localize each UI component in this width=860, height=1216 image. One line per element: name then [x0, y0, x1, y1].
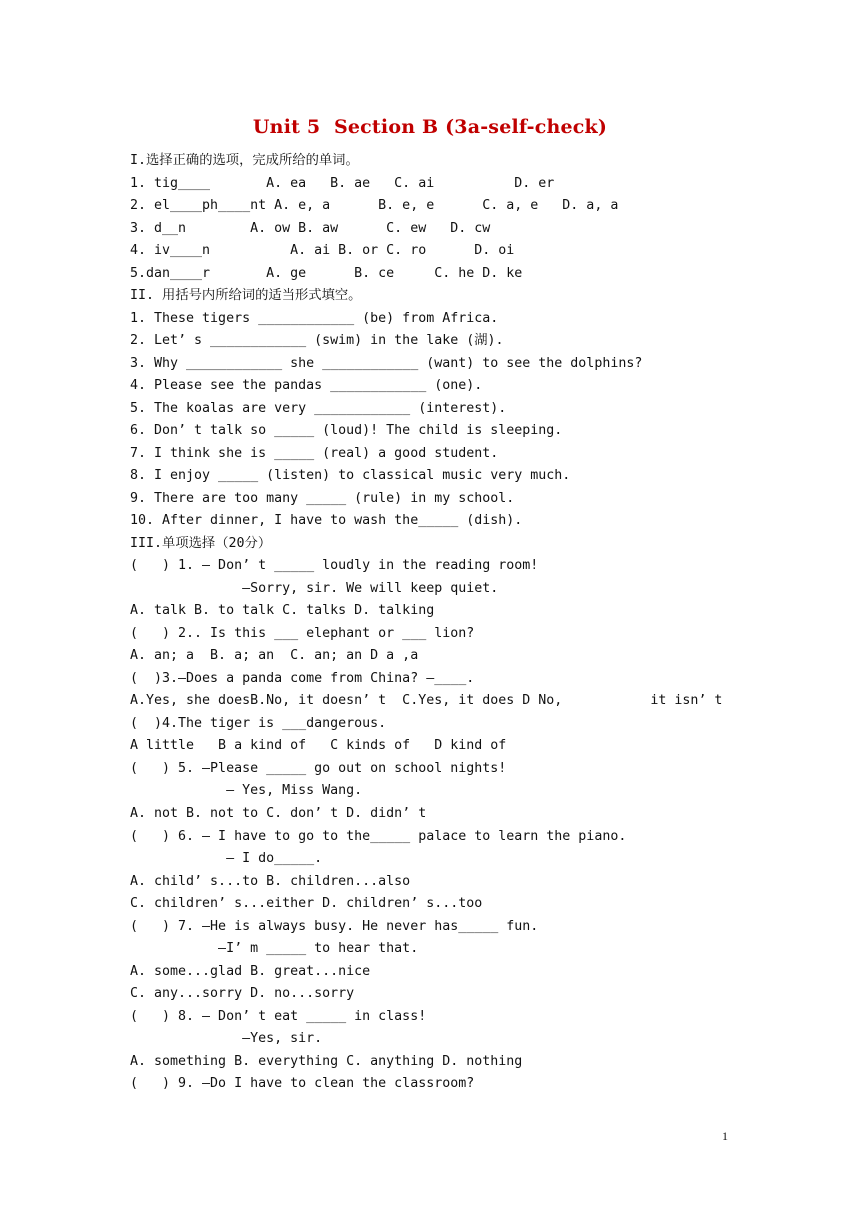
text-line: — I do_____. [130, 851, 323, 866]
text-line: 6. Don’ t talk so _____ (loud)! The child is sleeping. [130, 423, 563, 438]
text-line: ( ) 6. — I have to go to the_____ palace to learn the piano. [130, 829, 627, 844]
text-line: ( ) 2.. Is this ___ elephant or ___ lion? [130, 626, 475, 641]
text-line: ( )4.The tiger is ___dangerous. [130, 716, 387, 731]
text-line: I.选择正确的选项，完成所给的单词。 [130, 153, 359, 168]
text-line: —Yes, sir. [130, 1031, 323, 1046]
text-line: ( ) 5. —Please _____ go out on school nights! [130, 761, 507, 776]
text-line: 4. iv____n A. ai B. or C. ro D. oi [130, 243, 515, 258]
text-line: III.单项选择（20分） [130, 536, 272, 551]
text-line: 5. The koalas are very ____________ (interest). [130, 401, 507, 416]
page-title: Unit 5 Section B (3a-self-check) [252, 116, 608, 138]
text-line: A.Yes, she doesB.No, it doesn’ t C.Yes, it does D No, it isn’ t [130, 693, 723, 708]
text-line: A. not B. not to C. don’ t D. didn’ t [130, 806, 427, 821]
text-line: 8. I enjoy _____ (listen) to classical music very much. [130, 468, 571, 483]
text-line: ( ) 1. — Don’ t _____ loudly in the reading room! [130, 558, 539, 573]
text-line: A little B a kind of C kinds of D kind of [130, 738, 507, 753]
text-line: —Sorry, sir. We will keep quiet. [130, 581, 499, 596]
text-line: ( )3.—Does a panda come from China? —____. [130, 671, 475, 686]
text-line: A. child’ s...to B. children...also [130, 874, 411, 889]
text-line: C. children’ s...either D. children’ s...too [130, 896, 483, 911]
text-line: A. talk B. to talk C. talks D. talking [130, 603, 435, 618]
text-line: 3. Why ____________ she ____________ (want) to see the dolphins? [130, 356, 643, 371]
text-line: 1. These tigers ____________ (be) from Africa. [130, 311, 499, 326]
text-line: ( ) 7. —He is always busy. He never has_____ fun. [130, 919, 539, 934]
text-line: 4. Please see the pandas ____________ (one). [130, 378, 483, 393]
text-line: A. something B. everything C. anything D. nothing [130, 1054, 523, 1069]
text-line: 3. d__n A. ow B. aw C. ew D. cw [130, 221, 491, 236]
text-line: 5.dan____r A. ge B. ce C. he D. ke [130, 266, 523, 281]
text-line: 2. Let’ s ____________ (swim) in the lake (湖). [130, 333, 504, 348]
text-line: 1. tig____ A. ea B. ae C. ai D. er [130, 176, 555, 191]
text-line: II. 用括号内所给词的适当形式填空。 [130, 288, 362, 303]
text-line: 7. I think she is _____ (real) a good student. [130, 446, 499, 461]
page-number: 1 [722, 1129, 728, 1143]
text-line: —I’ m _____ to hear that. [130, 941, 419, 956]
text-line: 10. After dinner, I have to wash the_____ (dish). [130, 513, 523, 528]
text-line: C. any...sorry D. no...sorry [130, 986, 355, 1001]
text-line: A. some...glad B. great...nice [130, 964, 371, 979]
text-line: — Yes, Miss Wang. [130, 783, 363, 798]
text-line: ( ) 8. — Don’ t eat _____ in class! [130, 1009, 427, 1024]
text-line: ( ) 9. —Do I have to clean the classroom? [130, 1076, 475, 1091]
text-line: 2. el____ph____nt A. e, a B. e, e C. a, e D. a, a [130, 198, 619, 213]
text-line: A. an; a B. a; an C. an; an D a ,a [130, 648, 419, 663]
text-line: 9. There are too many _____ (rule) in my school. [130, 491, 515, 506]
